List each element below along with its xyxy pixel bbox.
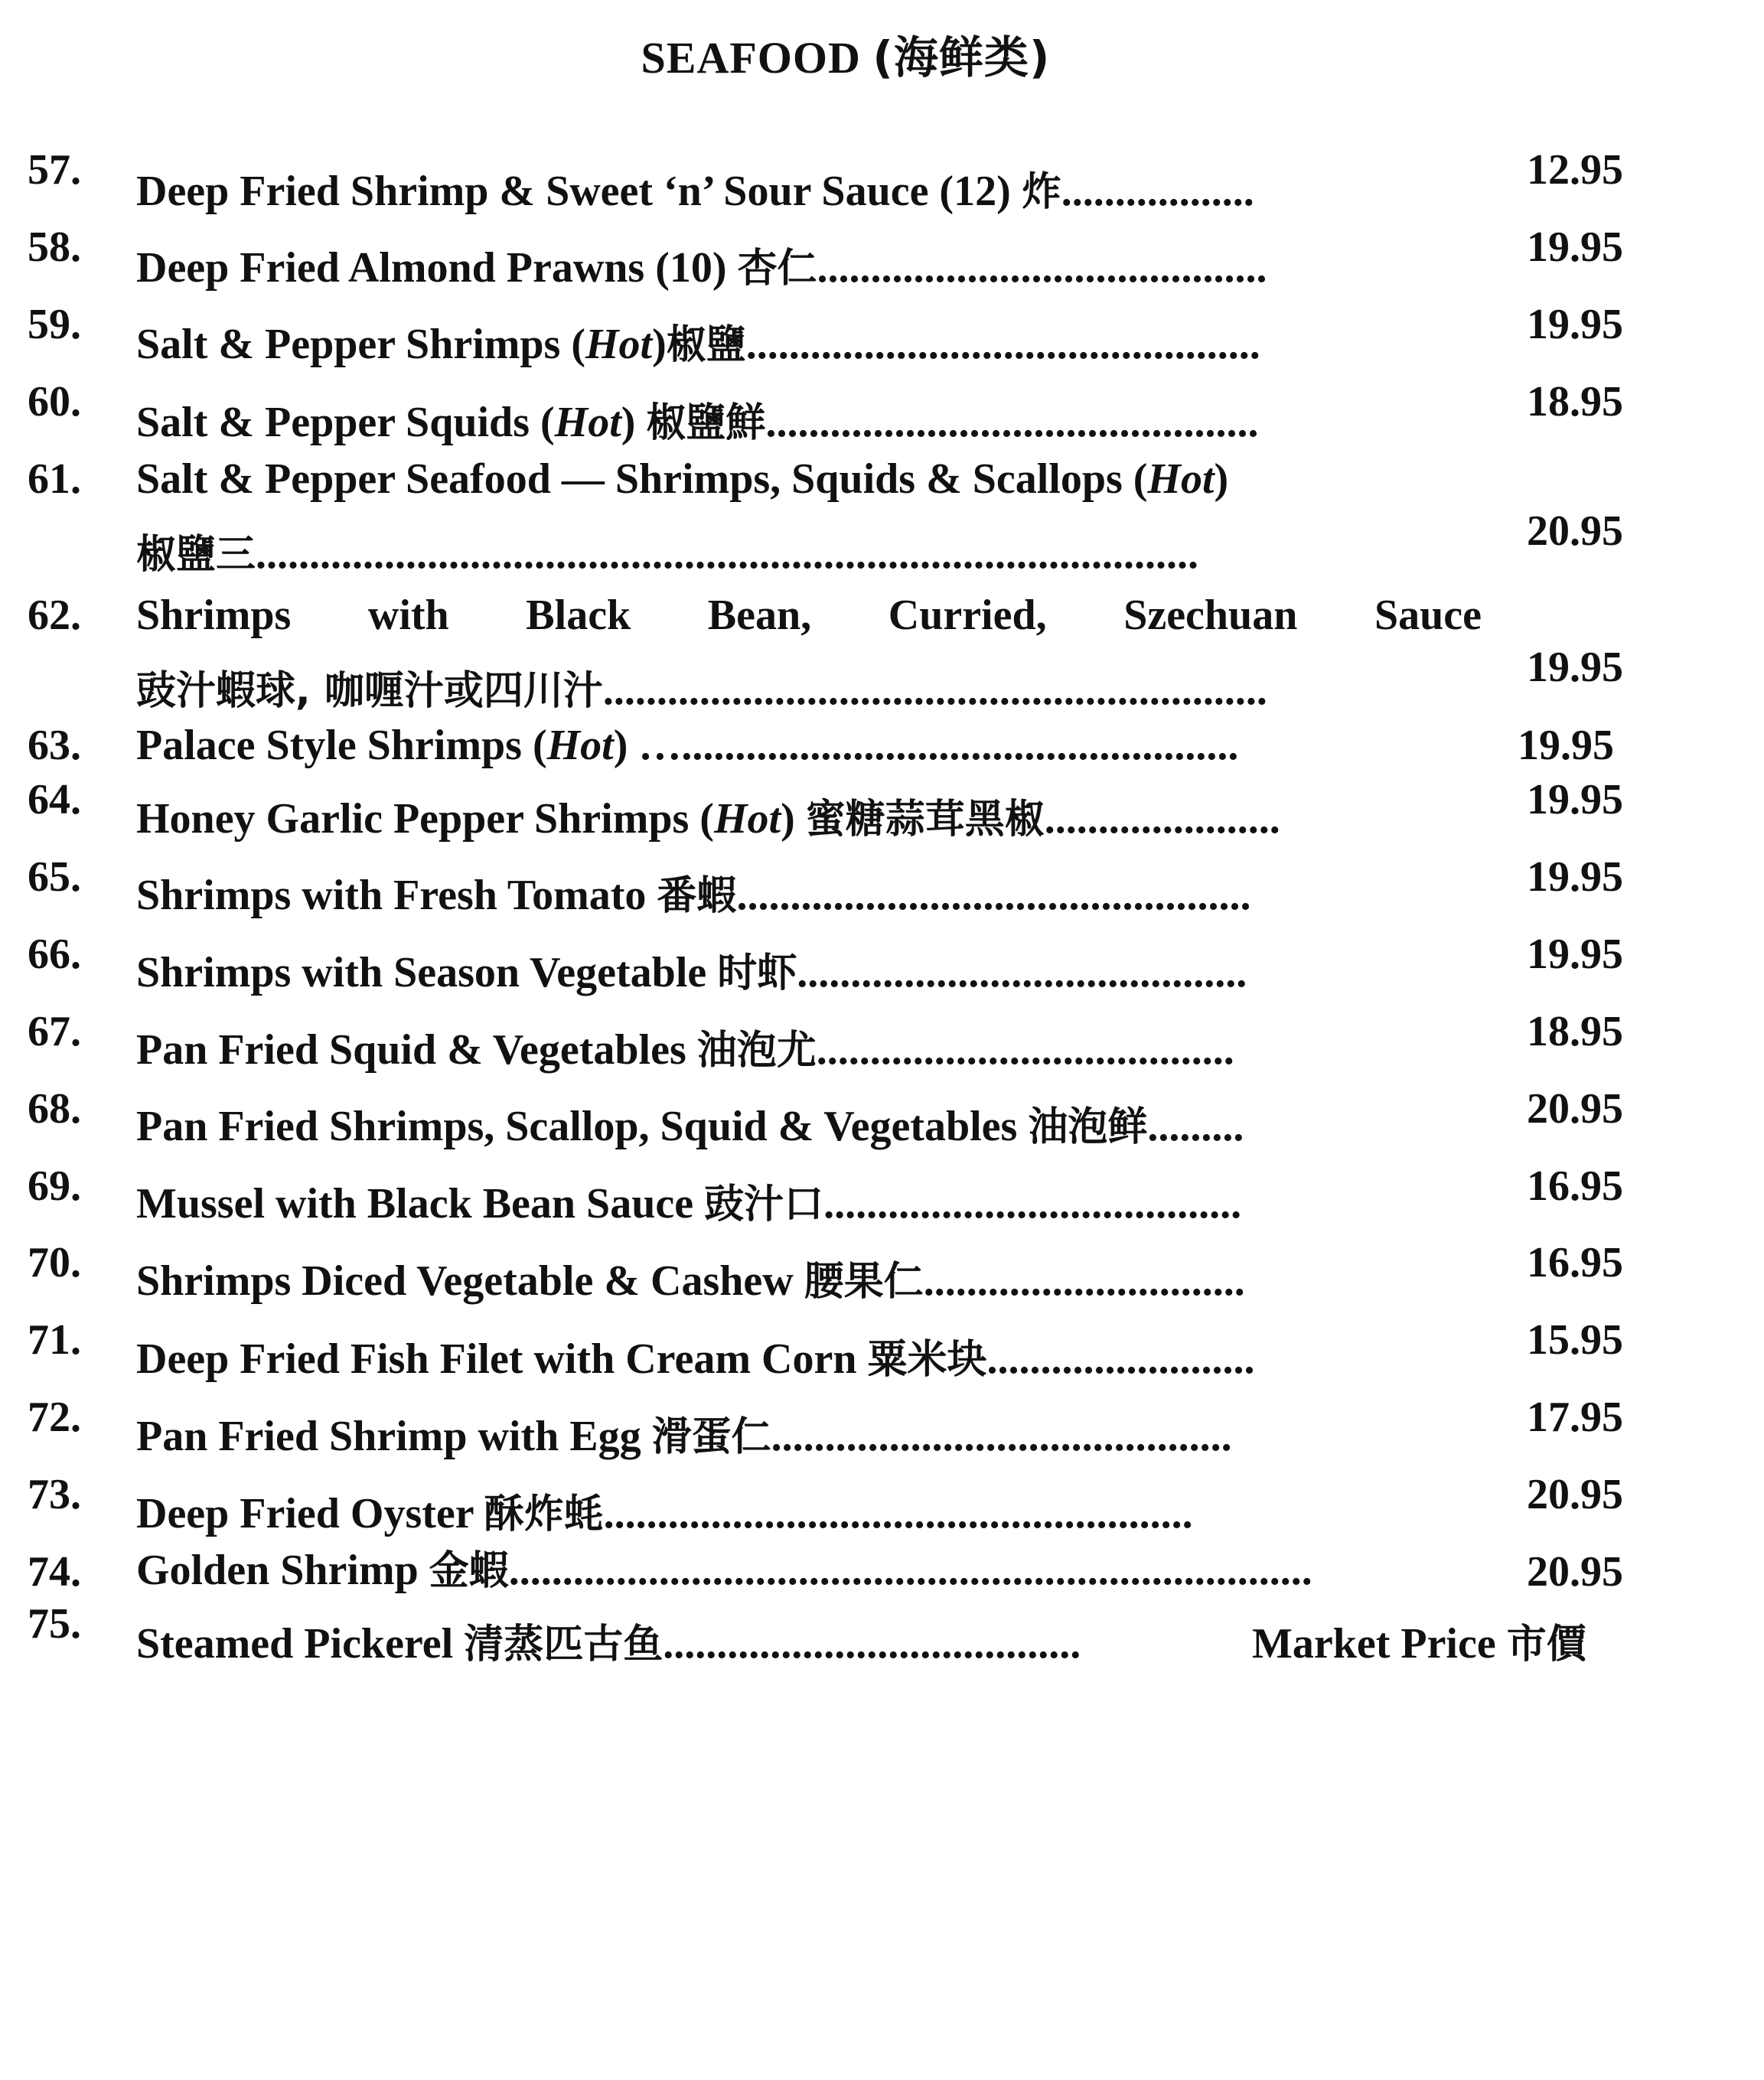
item-name-cn: 炸 [1021,169,1061,215]
item-name-cn: 豉汁口 [704,1182,824,1227]
item-number: 69. [28,1162,81,1210]
item-price: 19.95 [1527,853,1623,901]
item-name-en: Honey Garlic Pepper Shrimps ( [136,795,714,843]
item-name [136,312,1260,370]
item-name-en: Deep Fried Shrimp & Sweet ‘n’ Sour Sauce (12) [136,168,1011,215]
item-word: Shrimps [136,592,292,639]
item-price: 16.95 [1527,1162,1623,1210]
item-price: 19.95 [1527,301,1623,348]
item-number: 70. [28,1239,81,1286]
leader-dots: ....................................... [823,1180,1242,1227]
item-name-en: Shrimps Diced Vegetable & Cashew [136,1257,794,1305]
item-name-en: Deep Fried Almond Prawns (10) [136,244,727,292]
item-name-cn: 粟米块 [867,1337,987,1383]
item-name-en: Pan Fried Squid & Vegetables [136,1026,686,1074]
item-name [136,1018,1234,1075]
item-number: 66. [28,931,81,978]
item-price: 20.95 [1527,1085,1623,1133]
item-name-cn: 椒鹽 [666,322,746,368]
item-name-cn: 油泡鲜 [1028,1104,1148,1150]
item-price: 20.95 [1527,1471,1623,1518]
item-number: 68. [28,1085,81,1133]
item-name-cn: 蜜糖蒜茸黑椒 [805,797,1045,843]
item-name-en: Deep Fried Fish Filet with Cream Corn [136,1335,857,1383]
leader-dots: .................. [1061,168,1254,215]
leader-dots: .............................................. [765,399,1259,446]
item-price: 19.95 [1527,644,1623,691]
leader-dots: ................................................ [736,872,1251,919]
item-name [136,455,1228,504]
item-name-cn: 杏仁 [737,246,817,292]
leader-dots: ....................................... [816,1026,1234,1074]
item-name-cn: 时虾 [717,950,797,996]
leader-dots: ......... [1147,1103,1244,1150]
item-price: 20.95 [1527,507,1623,555]
item-price: 19.95 [1527,931,1623,978]
item-price: 15.95 [1527,1316,1623,1364]
leader-dots: ....................................... [663,1620,1081,1668]
item-word: Curried, [888,592,1047,639]
item-price: 20.95 [1527,1548,1623,1596]
item-name-en: Pan Fried Shrimps, Scallop, Squid & Vegetables [136,1103,1018,1150]
leader-dots: .............................................................. [602,667,1267,714]
leader-dots: ......................... [986,1335,1255,1383]
item-name-en: Salt & Pepper Seafood — Shrimps, Squids & Scallops ( [136,455,1148,503]
item-number: 63. [28,722,81,769]
item-price: 17.95 [1527,1394,1623,1441]
market-price-cn: 市價 [1506,1622,1586,1668]
item-price: 19.95 [1527,776,1623,823]
item-name-en-close: ) [781,795,795,843]
leader-dots: ........................................................................... [508,1547,1312,1594]
item-name [136,159,1254,217]
item-name-cn: 椒鹽三 [136,532,256,578]
item-name-en: Pan Fried Shrimp with Egg [136,1413,641,1460]
hot-label: Hot [546,722,614,769]
item-name-en-close: ) [652,321,667,368]
item-name [136,390,1258,448]
item-price [1252,1612,1586,1669]
item-number: 64. [28,776,81,823]
item-name-cn: 豉汁蝦球, 咖喱汁或四川汁 [136,668,603,714]
item-number: 57. [28,146,81,194]
item-name-en: Mussel with Black Bean Sauce [136,1180,694,1227]
item-name-en: Steamed Pickerel [136,1620,454,1668]
item-number: 59. [28,301,81,348]
leader-dots: ....................................................... [603,1490,1193,1537]
item-name [136,1482,1193,1539]
item-name [136,721,1238,770]
item-name [136,1404,1232,1462]
item-word: Sauce [1374,592,1482,639]
item-number: 67. [28,1008,81,1055]
item-name-en-close: ) [621,399,636,446]
item-price: 19.95 [1518,722,1614,769]
item-word: Black [526,592,631,639]
hot-label: Hot [713,795,781,843]
item-price: 19.95 [1527,223,1623,271]
item-name-cn: 腰果仁 [804,1259,924,1305]
leader-dots: .............................. [923,1257,1245,1305]
item-number: 73. [28,1471,81,1518]
leader-dots: ...................... [1044,795,1280,843]
leader-dots: ................................................ [745,321,1260,368]
item-word: Bean, [707,592,812,639]
item-name-en: Salt & Pepper Shrimps ( [136,321,585,368]
item-number: 61. [28,455,81,503]
hot-label: Hot [585,321,653,368]
item-name-en-close: ) [1214,455,1229,503]
item-number: 58. [28,223,81,271]
leader-dots: .......................................... [797,949,1247,996]
item-number: 71. [28,1316,81,1364]
item-name [136,1094,1244,1152]
leader-dots: .......................................... [817,244,1267,292]
item-price: 12.95 [1527,146,1623,194]
item-name-line-2 [136,658,1267,716]
item-name [136,1249,1245,1306]
item-name-en: Salt & Pepper Squids ( [136,399,555,446]
item-word: Szechuan [1123,592,1298,639]
leader-dots: ........................................................................................ [256,530,1199,578]
item-price: 18.95 [1527,1008,1623,1055]
item-name-en: Shrimps with Fresh Tomato [136,872,647,919]
item-name-en: Shrimps with Season Vegetable [136,949,707,996]
item-price: 16.95 [1527,1239,1623,1286]
item-name [136,1327,1255,1384]
item-name [136,1538,1312,1596]
item-number: 60. [28,378,81,425]
item-name [136,787,1280,844]
item-name [136,236,1267,293]
item-name-en-close: ) [613,722,628,769]
item-name [136,863,1250,921]
hot-label: Hot [1147,455,1215,503]
item-name-en: Palace Style Shrimps ( [136,722,547,769]
item-name-cn: 清蒸匹古鱼 [464,1622,664,1668]
item-price: 18.95 [1527,378,1623,425]
item-name [136,941,1247,998]
item-number: 72. [28,1394,81,1441]
item-name-cn: 番蝦 [657,873,737,919]
leader-dots: ….................................................... [628,722,1239,769]
item-name [136,591,1482,640]
leader-dots: ........................................... [771,1413,1232,1460]
market-price-en: Market Price [1252,1620,1496,1668]
item-name [136,1172,1241,1229]
item-name-line-2 [136,522,1198,579]
item-number: 62. [28,592,81,639]
page-title-en: SEAFOOD [641,33,861,83]
hot-label: Hot [554,399,621,446]
item-name-en: Deep Fried Oyster [136,1490,474,1537]
item-name-cn: 椒鹽鮮 [646,400,766,446]
item-number: 74. [28,1548,81,1596]
item-name-cn: 滑蛋仁 [651,1414,771,1460]
item-number: 75. [28,1600,81,1648]
page-title-cn: (海鲜类) [872,31,1051,83]
item-name [136,1612,1081,1669]
item-name-en: Golden Shrimp [136,1547,419,1594]
item-name-cn: 油泡尤 [696,1028,817,1074]
item-number: 65. [28,853,81,901]
item-word: with [367,592,449,639]
item-name-cn: 金蝦 [429,1548,509,1594]
item-name-cn: 酥炸蚝 [484,1492,604,1537]
